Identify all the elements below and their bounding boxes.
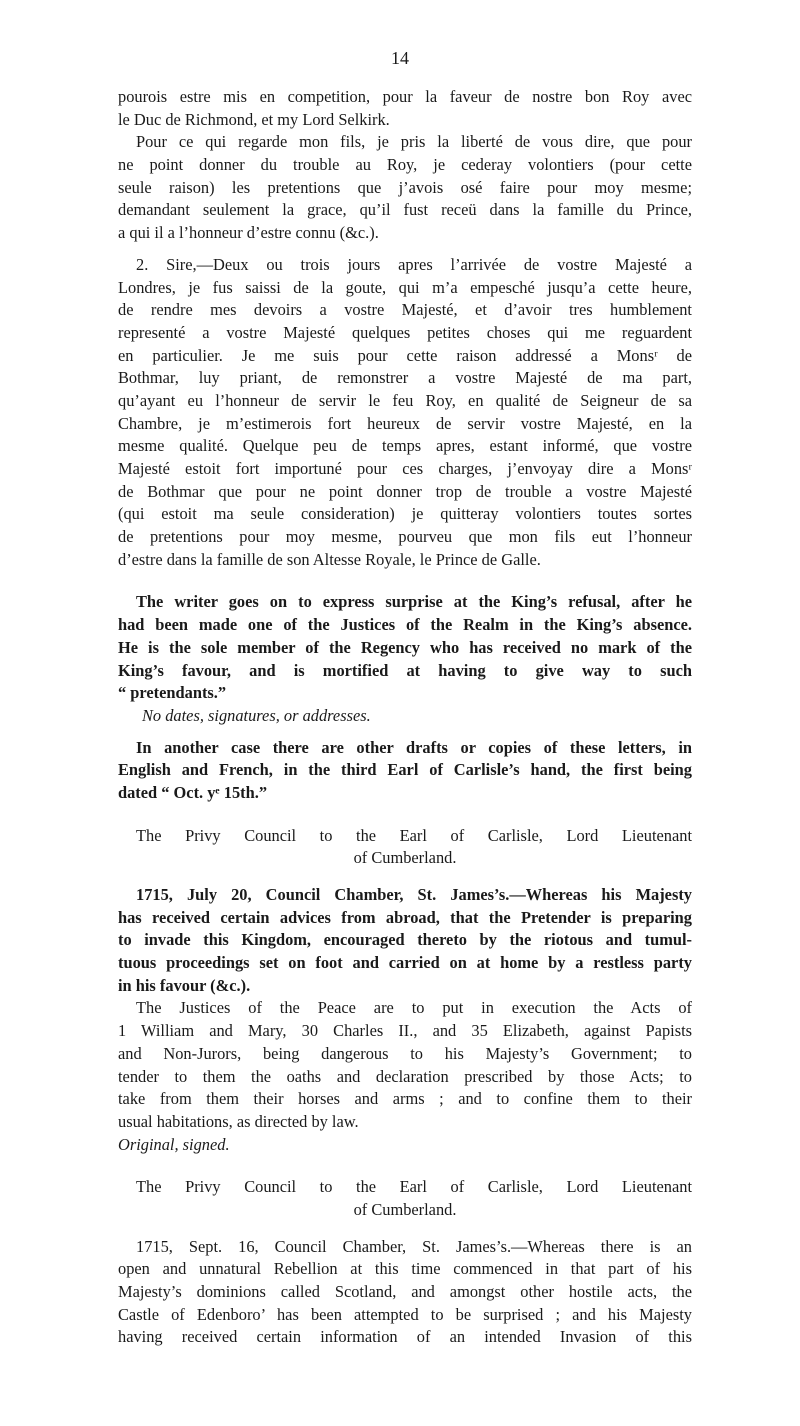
section-heading-1 — [118, 825, 692, 870]
text-line: tuous proceedings set on foot and carried on at home by a restless party — [118, 953, 692, 973]
paragraph-justices — [118, 997, 692, 1133]
text-line: qu’ayant eu l’honneur de servir le feu Roy, en qualité de Seigneur de sa — [118, 390, 692, 410]
text-line: in his favour (&c.). — [118, 975, 251, 995]
page-body — [118, 86, 692, 1349]
text-line: take from them their horses and arms ; and to confine them to their — [118, 1089, 692, 1109]
note-original-signed: Original, signed. — [118, 1134, 230, 1154]
text-line: King’s favour, and is mortified at having to give way to such — [118, 660, 692, 680]
text-line: English and French, in the third Earl of Carlisle’s hand, the first being — [118, 760, 692, 780]
text-line: representé a vostre Majesté quelques petites choses qui me reguardent — [118, 322, 692, 342]
paragraph-summary — [118, 591, 692, 704]
text-line: usual habitations, as directed by law. — [118, 1111, 359, 1131]
text-line: de rendre mes devoirs a vostre Majesté, et d’avoir tres humblement — [118, 300, 692, 320]
text-line: mesme qualité. Quelque peu de temps apres, estant informé, que vostre — [118, 436, 692, 456]
text-line: The writer goes on to express surprise at the King’s refusal, after he — [136, 592, 692, 612]
text-line: Majesté estoit fort importuné pour ces charges, j’envoyay dire a Monsʳ — [118, 459, 692, 478]
heading-line: The Privy Council to the Earl of Carlisle, Lord Lieutenant — [136, 1177, 692, 1197]
note-no-dates: No dates, signatures, or addresses. — [142, 705, 371, 725]
text-line: d’estre dans la famille de son Altesse Royale, le Prince de Galle. — [118, 549, 541, 569]
section-heading-2 — [118, 1176, 692, 1221]
paragraph-whereas-rebellion — [118, 1236, 692, 1349]
paragraph-continuation — [118, 86, 692, 131]
text-line: “ pretendants.” — [118, 683, 227, 703]
text-line: le Duc de Richmond, et my Lord Selkirk. — [118, 109, 390, 129]
text-line: Majesty’s dominions called Scotland, and amongst other hostile acts, the — [118, 1282, 692, 1301]
text-line: and Non-Jurors, being dangerous to his Majesty’s Government; to — [118, 1043, 692, 1063]
text-line: de pretentions pour moy mesme, pourveu que mon fils eut l’honneur — [118, 527, 692, 547]
text-line: open and unnatural Rebellion at this time commenced in that part of his — [118, 1259, 692, 1279]
paragraph-french-letter-2 — [118, 254, 692, 572]
text-line: having received certain information of an intended Invasion of this — [118, 1327, 692, 1347]
text-line: (qui estoit ma seule consideration) je quitteray volontiers toutes sortes — [118, 504, 692, 524]
text-line: tender to them the oaths and declaration prescribed by those Acts; to — [118, 1066, 692, 1086]
text-line: demandant seulement la grace, qu’il fust receü dans la famille du Prince, — [118, 200, 692, 220]
text-line: had been made one of the Justices of the Realm in the King’s absence. — [118, 615, 692, 635]
text-line: 1715, July 20, Council Chamber, St. James’s.—Whereas his Majesty — [136, 885, 692, 904]
text-line: de Bothmar que pour ne point donner trop de trouble a vostre Majesté — [118, 481, 692, 501]
heading-line: of Cumberland. — [353, 1199, 457, 1219]
text-line: ne point donner du trouble au Roy, je cederay volontiers (pour cette — [118, 155, 692, 175]
text-line: In another case there are other drafts or copies of these letters, in — [136, 737, 692, 757]
text-line: to invade this Kingdom, encouraged thereto by the riotous and tumul- — [118, 930, 692, 950]
text-line: seule raison) les pretentions que j’avois osé faire pour moy mesme; — [118, 177, 692, 197]
heading-line: of Cumberland. — [353, 848, 457, 868]
text-line: The Justices of the Peace are to put in execution the Acts of — [136, 998, 692, 1018]
heading-line: The Privy Council to the Earl of Carlisle, Lord Lieutenant — [136, 825, 692, 845]
text-line: Londres, je fus saissi de la goute, qui m’a empesché jusqu’a cette heure, — [118, 277, 692, 297]
text-line: He is the sole member of the Regency who has received no mark of the — [118, 637, 692, 657]
text-line: Pour ce qui regarde mon fils, je pris la liberté de vous dire, que pour — [136, 132, 692, 152]
text-line: Chambre, je m’estimerois fort heureux de servir vostre Majesté, en la — [118, 413, 692, 433]
paragraph-other-drafts — [118, 737, 692, 805]
text-line: Bothmar, luy priant, de remonstrer a vostre Majesté de ma part, — [118, 368, 692, 388]
text-line: 1 William and Mary, 30 Charles II., and 35 Elizabeth, against Papists — [118, 1021, 692, 1041]
text-line: en particulier. Je me suis pour cette raison addressé a Monsʳ de — [118, 345, 692, 365]
text-line: 2. Sire,—Deux ou trois jours apres l’arrivée de vostre Majesté a — [136, 254, 692, 274]
page-number: 14 — [391, 48, 409, 68]
paragraph-french-letter-1 — [118, 131, 692, 244]
text-line: has received certain advices from abroad, that the Pretender is preparing — [118, 907, 692, 927]
text-line: a qui il a l’honneur d’estre connu (&c.). — [118, 223, 379, 243]
text-line: pourois estre mis en competition, pour la faveur de nostre bon Roy avec — [118, 87, 692, 106]
text-line: 1715, Sept. 16, Council Chamber, St. James’s.—Whereas there is an — [136, 1236, 692, 1256]
text-line: Castle of Edenboro’ has been attempted to be surprised ; and his Majesty — [118, 1304, 692, 1324]
paragraph-whereas-pretender — [118, 884, 692, 997]
text-line: dated “ Oct. yᵉ 15th.” — [118, 782, 268, 802]
